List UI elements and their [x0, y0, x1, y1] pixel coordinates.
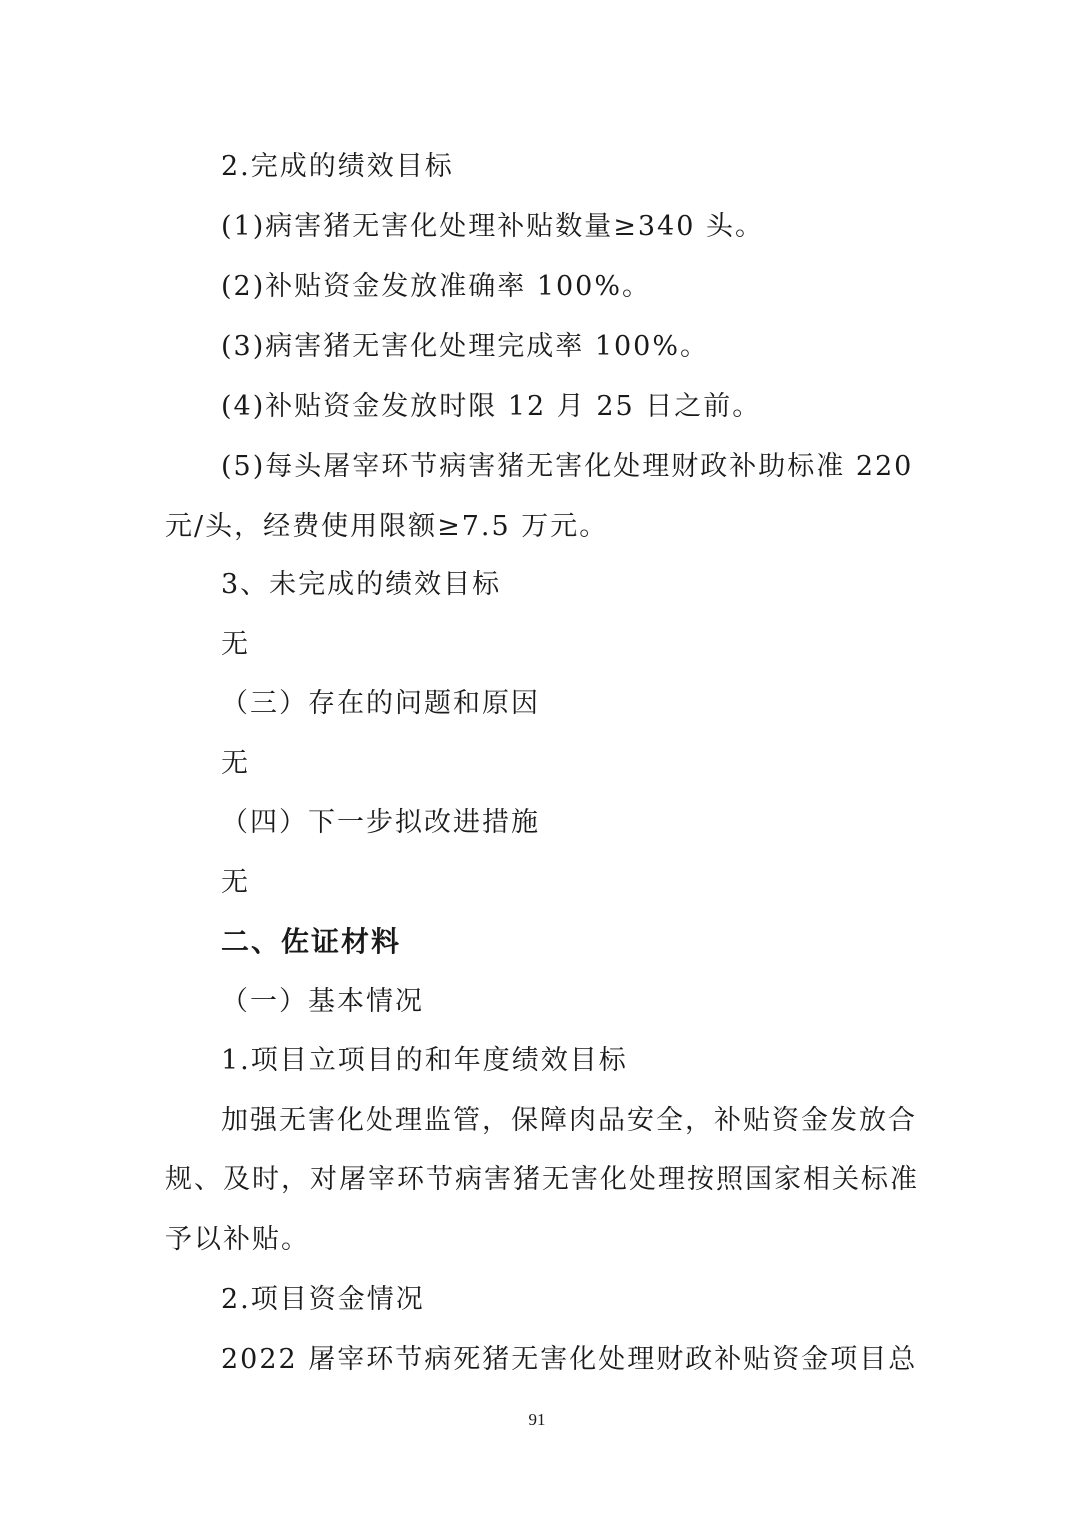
heading-next-steps: （四）下一步拟改进措施 — [221, 807, 540, 838]
next-steps-text: 无 — [221, 867, 250, 898]
uncompleted-goals-text: 无 — [221, 629, 250, 660]
goal-item-2: (2)补贴资金发放准确率 100%。 — [221, 271, 652, 302]
paragraph-line-1: 加强无害化处理监管，保障肉品安全，补贴资金发放合 — [221, 1105, 917, 1136]
paragraph-line-3: 予以补贴。 — [165, 1224, 310, 1255]
goal-item-1: (1)病害猪无害化处理补贴数量≥340 头。 — [221, 211, 764, 242]
heading-completed-goals: 2.完成的绩效目标 — [221, 151, 454, 182]
goal-item-4: (4)补贴资金发放时限 12 月 25 日之前。 — [221, 391, 762, 422]
page-number: 91 — [528, 1410, 546, 1429]
problems-causes-text: 无 — [221, 748, 250, 779]
heading-problems-causes: （三）存在的问题和原因 — [221, 688, 540, 719]
paragraph-line-2: 规、及时，对屠宰环节病害猪无害化处理按照国家相关标准 — [165, 1164, 919, 1195]
goal-item-5-continued: 元/头，经费使用限额≥7.5 万元。 — [165, 511, 609, 542]
heading-project-funds: 2.项目资金情况 — [221, 1284, 425, 1315]
heading-basic-info: （一）基本情况 — [221, 986, 424, 1017]
paragraph-funds-line-1: 2022 屠宰环节病死猪无害化处理财政补贴资金项目总 — [221, 1344, 918, 1375]
goal-item-3: (3)病害猪无害化处理完成率 100%。 — [221, 331, 710, 362]
section-heading-evidence: 二、佐证材料 — [221, 925, 402, 958]
heading-project-purpose: 1.项目立项目的和年度绩效目标 — [221, 1045, 628, 1076]
goal-item-5: (5)每头屠宰环节病害猪无害化处理财政补助标准 220 — [221, 451, 914, 482]
heading-uncompleted-goals: 3、未完成的绩效目标 — [221, 569, 502, 600]
